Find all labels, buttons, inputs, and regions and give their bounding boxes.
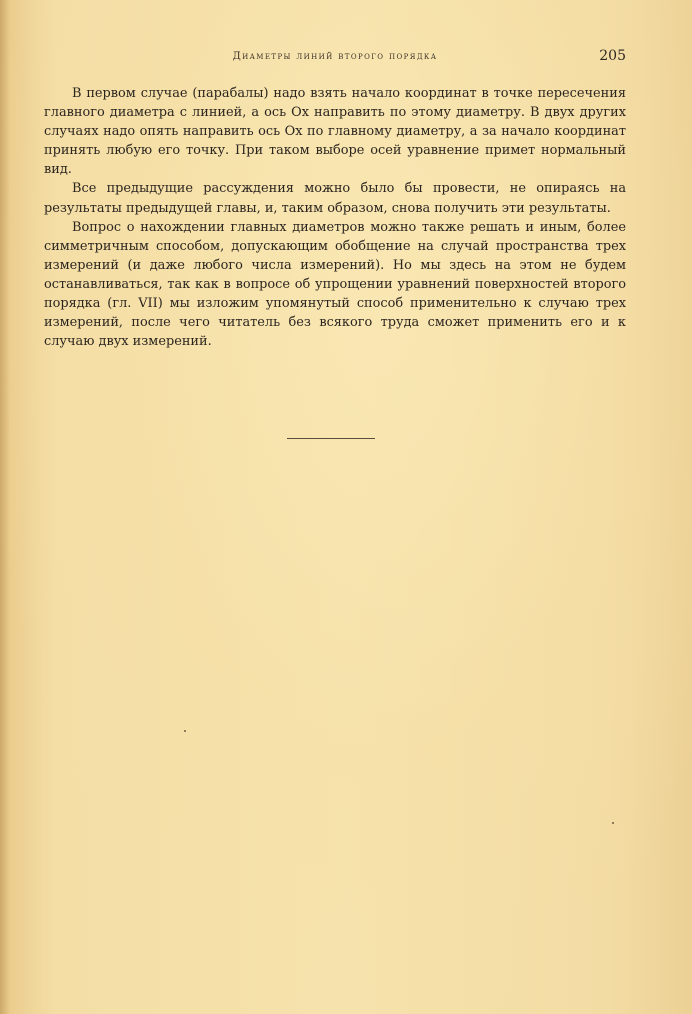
page-number: 205 [599,48,626,64]
paper-speck [612,822,614,824]
paragraph-3: Вопрос о нахождении главных диаметров можно также решать и иным, более симметричным способом, допускающим обобщение на случай пространства трех измерений (и даже любого числа измерений). Но мы здесь на этом не будем останавливаться, так как в вопросе об упрощении уравнений поверхностей второго порядка (гл. VII) мы изложим упомянутый способ применительно к случаю трех измерений, после чего читатель без всякого труда сможет применить его и к случаю двух измерений. [44,219,626,350]
paper-speck [184,730,186,732]
running-head [44,48,626,68]
section-end-rule [287,438,375,439]
running-title: Диаметры линий второго порядка [232,51,438,62]
paragraph-2: Все предыдущие рассуждения можно было бы провести, не опираясь на результаты предыдущей главы, и, таким образом, снова получить эти результаты. [44,181,626,216]
body-text [44,84,626,351]
paragraph-1: В первом случае (парабалы) надо взять начало координат в точке пересечения главного диаметра с линией, а ось Ox направить по этому диаметру. В двух других случаях надо опять направить ось Ox по главному диаметру, а за начало координат принять любую его точку. При таком выборе осей уравнение примет нормальный вид. [44,86,626,178]
binding-shadow [0,0,10,1014]
